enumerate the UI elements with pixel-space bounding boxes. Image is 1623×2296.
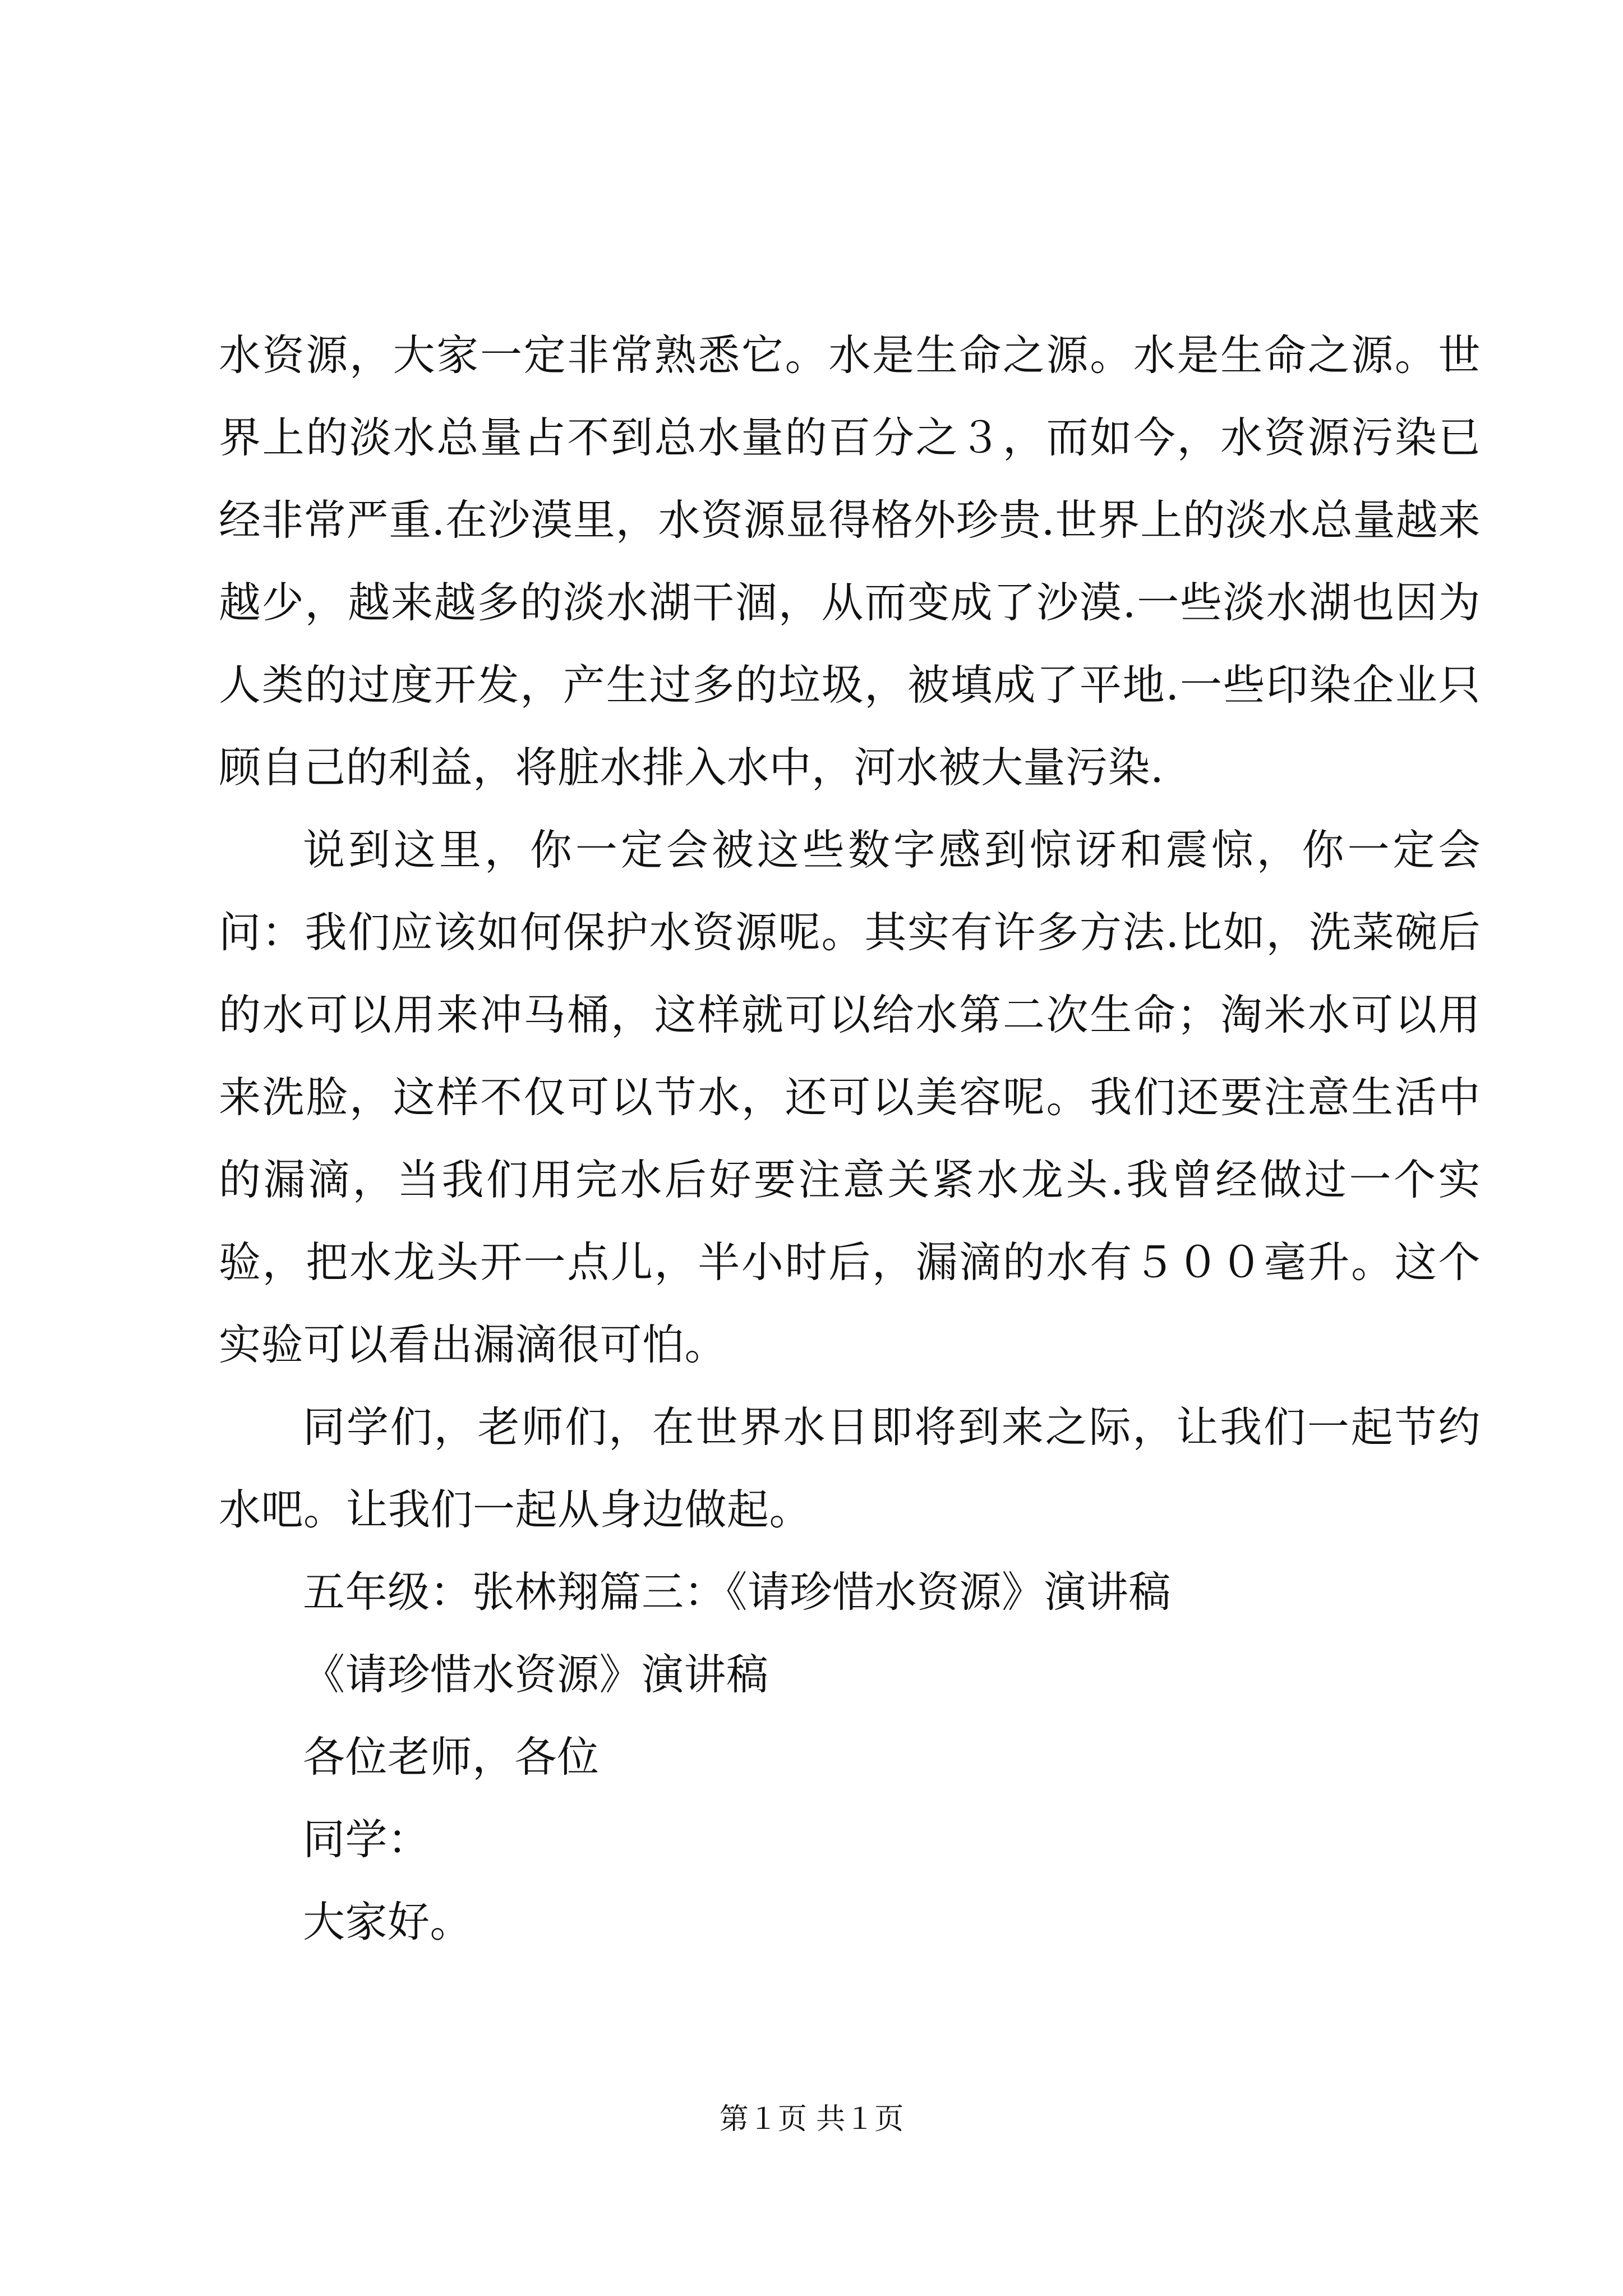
paragraph-water-intro: 水资源，大家一定非常熟悉它。水是生命之源。水是生命之源。世界上的淡水总量占不到总水量的百分之３，而如今，水资源污染已经非常严重.在沙漠里，水资源显得格外珍贵.世界上的淡水总量越来越少，越来越多的淡水湖干涸，从而变成了沙漠.一些淡水湖也因为人类的过度开发，产生过多的垃圾，被填成了平地.一些印染企业只顾自己的利益，将脏水排入水中，河水被大量污染.	[219, 330, 1481, 792]
page-number-footer: 第１页 共１页	[719, 2102, 904, 2136]
document-body	[219, 314, 1481, 1963]
speech-title: 《请珍惜水资源》演讲稿	[303, 1650, 769, 1699]
section-heading: 五年级：张林翔篇三：《请珍惜水资源》演讲稿	[303, 1567, 1172, 1617]
salutation-teachers: 各位老师，各位	[303, 1732, 600, 1782]
paragraph-protect-water: 说到这里，你一定会被这些数字感到惊讶和震惊，你一定会问：我们应该如何保护水资源呢。其实有许多方法.比如，洗菜碗后的水可以用来冲马桶，这样就可以给水第二次生命；淘米水可以用来洗脸，这样不仅可以节水，还可以美容呢。我们还要注意生活中的漏滴，当我们用完水后好要注意关紧水龙头.我曾经做过一个实验，把水龙头开一点儿，半小时后，漏滴的水有５００毫升。这个实验可以看出漏滴很可怕。	[219, 825, 1481, 1369]
paragraph-call-to-action: 同学们，老师们，在世界水日即将到来之际，让我们一起节约水吧。让我们一起从身边做起。	[219, 1402, 1481, 1534]
greeting: 大家好。	[303, 1897, 473, 1947]
salutation-students: 同学：	[303, 1815, 430, 1864]
